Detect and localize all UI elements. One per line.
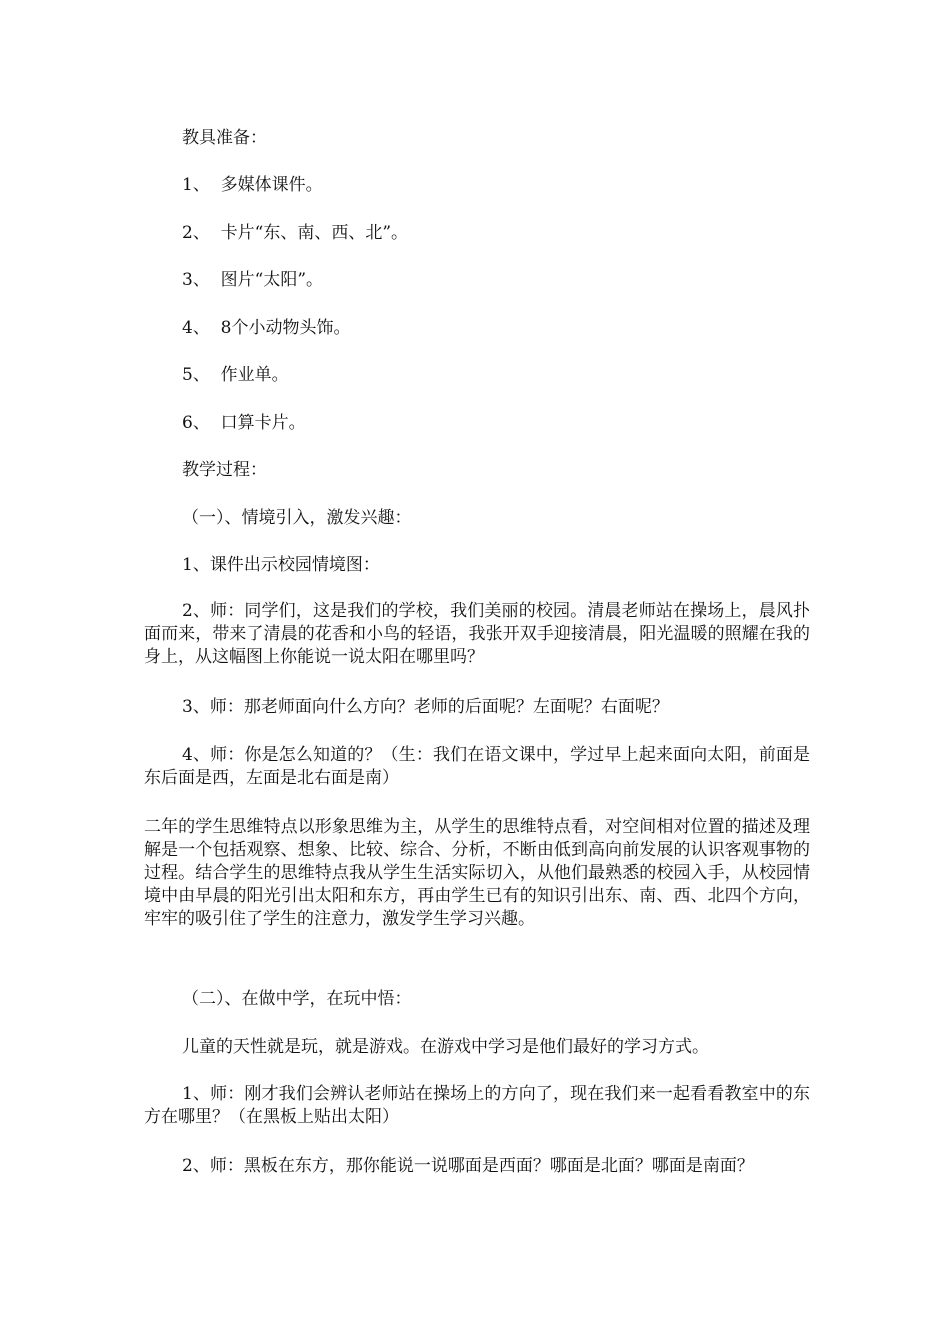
paragraph: 1、课件出示校园情境图： <box>182 555 380 575</box>
heading-teaching-process: 教学过程： <box>182 460 267 480</box>
list-item: 6、 口算卡片。 <box>182 413 306 433</box>
paragraph: 2、师：同学们，这是我们的学校，我们美丽的校园。清晨老师站在操场上，晨风扑面而来，带来了清晨的花香和小鸟的轻语，我张开双手迎接清晨，阳光温暖的照耀在我的身上，从这幅图上你能说一说太阳在哪里吗？ <box>144 601 810 667</box>
paragraph: 儿童的天性就是玩，就是游戏。在游戏中学习是他们最好的学习方式。 <box>182 1037 709 1057</box>
paragraph: 1、师：刚才我们会辨认老师站在操场上的方向了，现在我们来一起看看教室中的东方在哪里？（在黑板上贴出太阳） <box>144 1084 810 1127</box>
paragraph: 4、师：你是怎么知道的？（生：我们在语文课中，学过早上起来面向太阳，前面是东后面是西，左面是北右面是南） <box>144 745 810 788</box>
list-item: 3、 图片“太阳”。 <box>182 270 324 290</box>
paragraph: 3、师：那老师面向什么方向？老师的后面呢？左面呢？右面呢？ <box>182 697 669 717</box>
paragraph: 二年的学生思维特点以形象思维为主，从学生的思维特点看，对空间相对位置的描述及理解是一个包括观察、想象、比较、综合、分析，不断由低到高向前发展的认识客观事物的过程。结合学生的思维特点我从学生生活实际切入，从他们最熟悉的校园入手，从校园情境中由早晨的阳光引出太阳和东方，再由学生已有的知识引出东、南、西、北四个方向，牢牢的吸引住了学生的注意力，激发学生学习兴趣。 <box>144 817 810 929</box>
list-item: 5、 作业单。 <box>182 365 289 385</box>
section-heading: （一）、情境引入，激发兴趣： <box>182 508 412 528</box>
list-item: 4、 8个小动物头饰。 <box>182 318 351 338</box>
section-heading: （二）、在做中学，在玩中悟： <box>182 989 412 1009</box>
list-item: 1、 多媒体课件。 <box>182 175 323 195</box>
list-item: 2、 卡片“东、南、西、北”。 <box>182 223 409 243</box>
heading-teaching-aids: 教具准备： <box>182 128 267 148</box>
paragraph: 2、师：黑板在东方，那你能说一说哪面是西面？哪面是北面？哪面是南面？ <box>182 1156 754 1176</box>
